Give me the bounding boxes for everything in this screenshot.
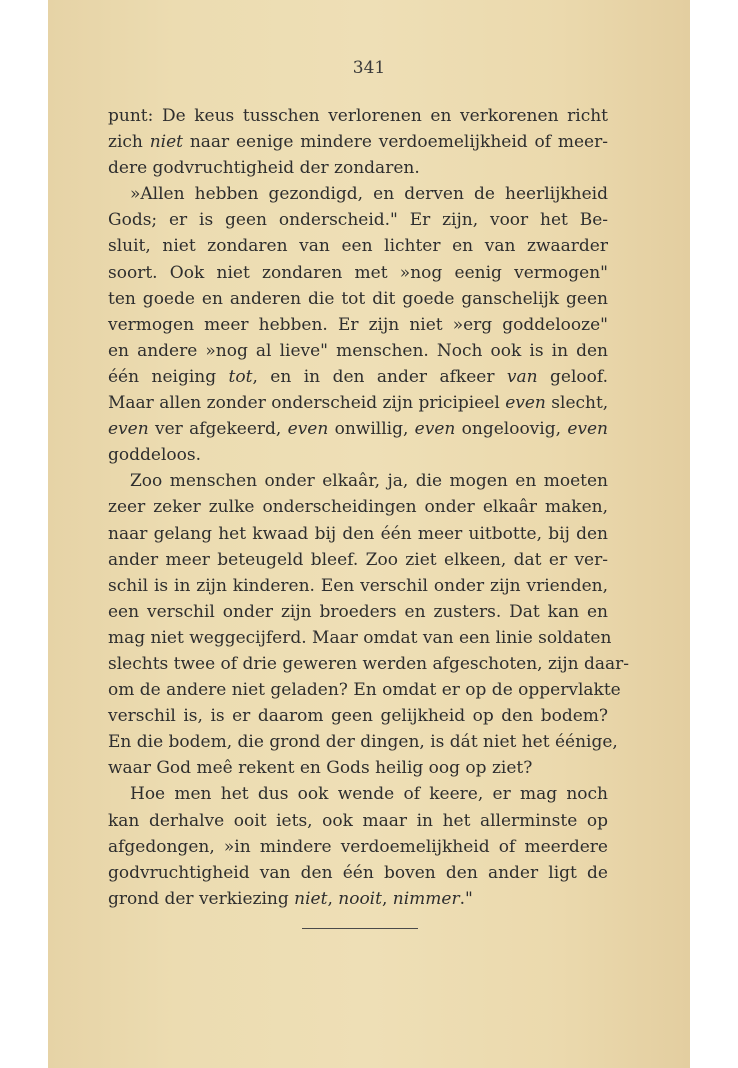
text-line: ten goede en anderen die tot dit goede ganschelijk geen (108, 288, 608, 309)
text-line: een verschil onder zijn broeders en zusters. Dat kan en (108, 601, 608, 622)
page-number: 341 (352, 58, 386, 78)
text-line: punt: De keus tusschen verlorenen en verkorenen richt (108, 106, 608, 126)
text-line: even ver afgekeerd, even onwillig, even ongeloovig, even (108, 419, 608, 440)
text-line: »Allen hebben gezondigd, en derven de heerlijkheid (130, 184, 608, 205)
book-page (48, 0, 690, 1068)
text-line: dere godvruchtigheid der zondaren. (108, 158, 420, 179)
text-line: waar God meê rekent en Gods heilig oog op ziet? (108, 758, 533, 779)
text-line: Maar allen zonder onderscheid zijn pricipieel even slecht, (108, 393, 609, 414)
text-line: en andere »nog al lieve" menschen. Noch ook is in den (108, 340, 608, 361)
text-line: Hoe men het dus ook wende of keere, er mag noch (130, 784, 608, 805)
text-line: verschil is, is er daarom geen gelijkheid op den bodem? (108, 706, 608, 727)
text-line: om de andere niet geladen? En omdat er op de oppervlakte (108, 680, 621, 701)
text-line: kan derhalve ooit iets, ook maar in het allerminste op (108, 810, 608, 831)
text-line: één neiging tot, en in den ander afkeer van geloof. (108, 366, 608, 387)
body-text (108, 103, 630, 912)
text-line: zich niet naar eenige mindere verdoemelijkheid of meer- (108, 132, 608, 153)
text-line: Zoo menschen onder elkaâr, ja, die mogen en moeten (130, 471, 608, 492)
text-line: mag niet weggecijferd. Maar omdat van een linie soldaten (108, 627, 612, 648)
closing-rule (302, 928, 418, 929)
text-line: afgedongen, »in mindere verdoemelijkheid of meerdere (108, 836, 608, 857)
text-line: Gods; er is geen onderscheid." Er zijn, voor het Be- (108, 210, 608, 231)
text-line: naar gelang het kwaad bij den één meer uitbotte, bij den (108, 523, 608, 544)
text-line: schil is in zijn kinderen. Een verschil onder zijn vrienden, (108, 575, 608, 596)
text-line: ander meer beteugeld bleef. Zoo ziet elkeen, dat er ver- (108, 549, 608, 570)
text-line: vermogen meer hebben. Er zijn niet »erg goddelooze" (108, 314, 608, 335)
text-line: sluit, niet zondaren van een lichter en van zwaarder (108, 236, 608, 257)
text-line: godvruchtigheid van den één boven den ander ligt de (108, 862, 608, 883)
text-line: zeer zeker zulke onderscheidingen onder elkaâr maken, (108, 497, 608, 518)
text-line: En die bodem, die grond der dingen, is dát niet het éénige, (108, 732, 618, 753)
text-line: goddeloos. (108, 445, 201, 466)
text-line: slechts twee of drie geweren werden afgeschoten, zijn daar- (108, 653, 630, 674)
text-line: grond der verkiezing niet, nooit, nimmer." (108, 888, 473, 909)
text-line: soort. Ook niet zondaren met »nog eenig vermogen" (108, 262, 608, 283)
